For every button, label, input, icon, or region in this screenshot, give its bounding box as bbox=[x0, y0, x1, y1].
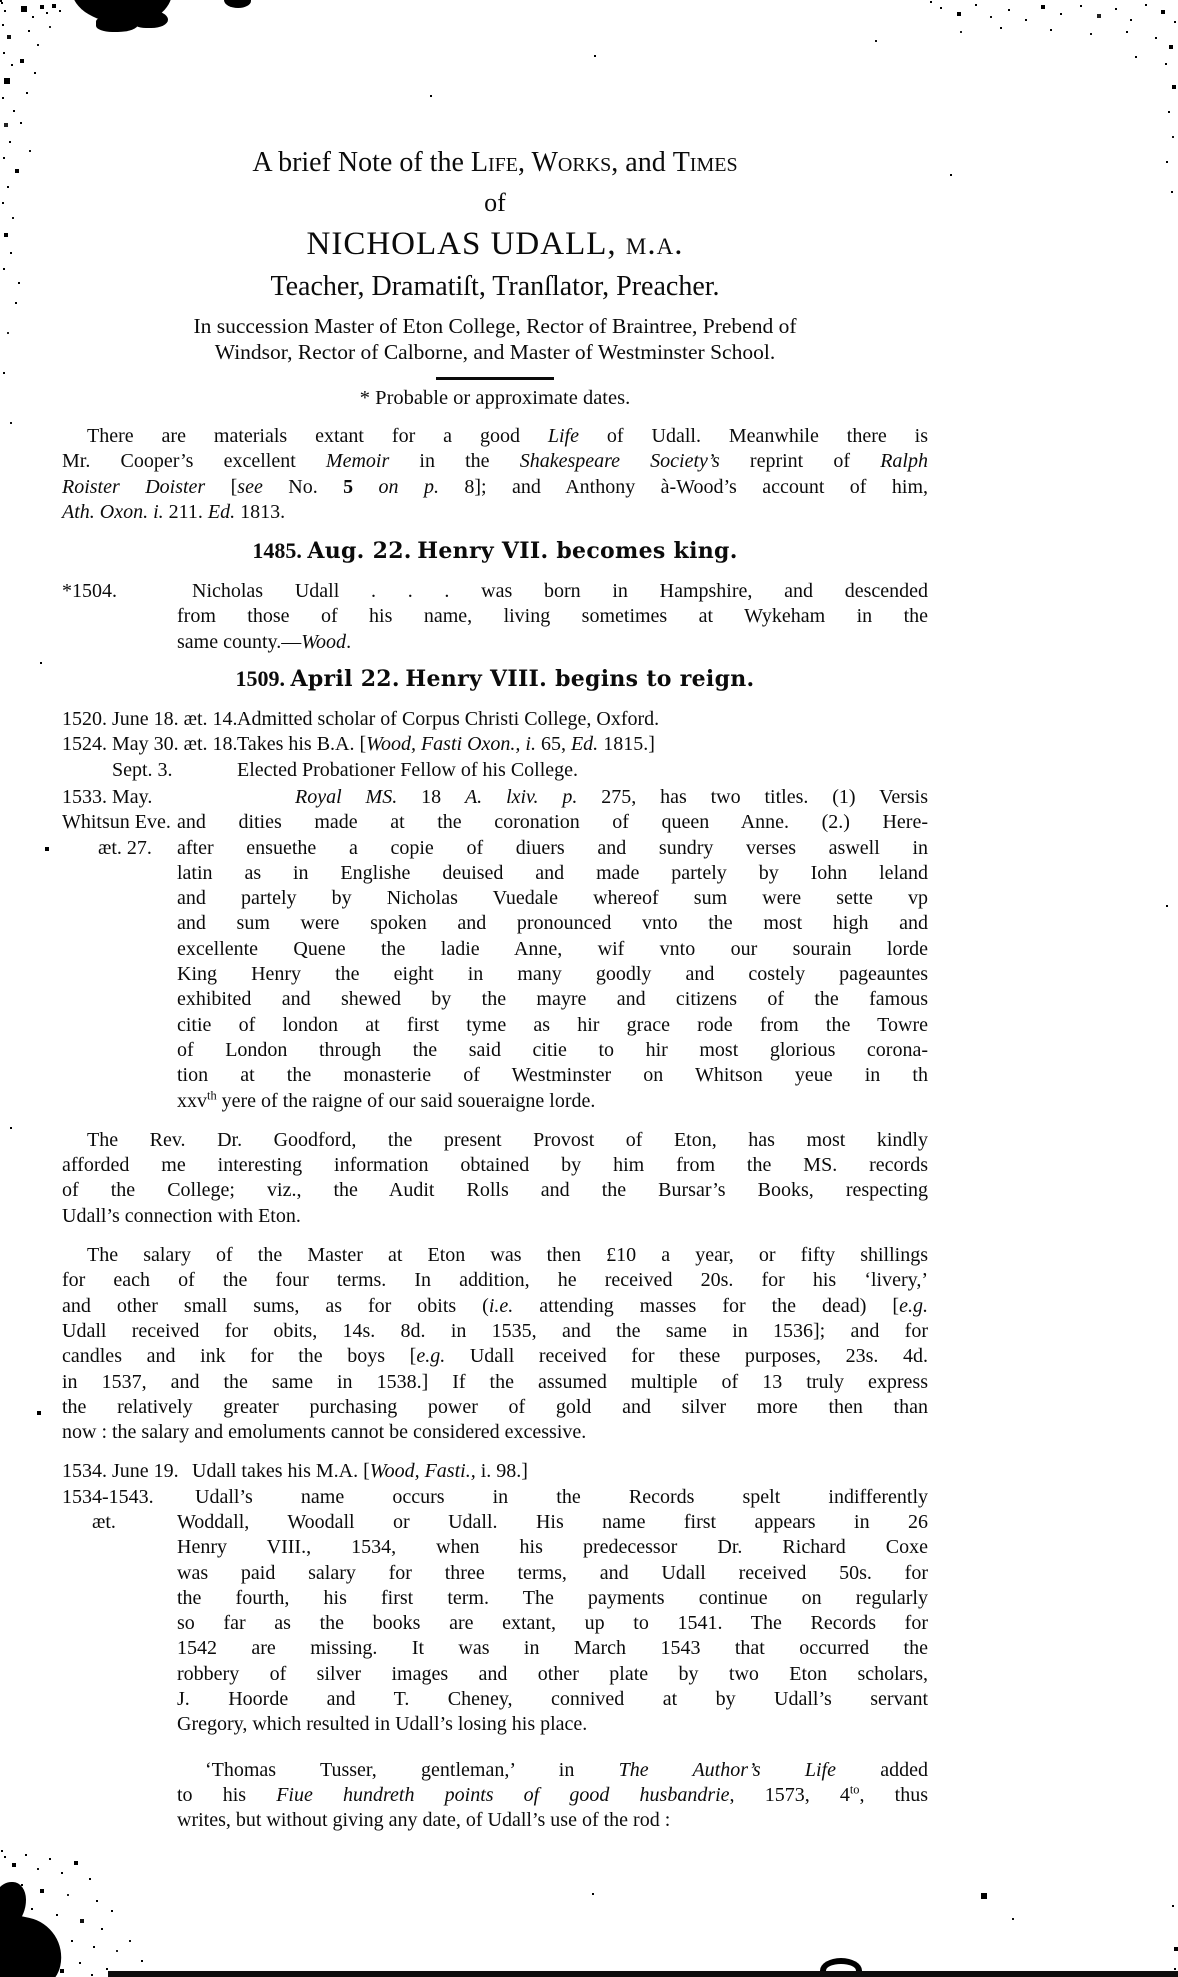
text-line: King Henry the eight in many goodly and costely pageauntes bbox=[177, 963, 928, 986]
margin-date-1504: *1504. bbox=[62, 580, 117, 603]
text-line: Udall’s connection with Eton. bbox=[62, 1204, 301, 1227]
text-line: latin as in Englishe deuised and made partely by Iohn leland bbox=[177, 861, 928, 884]
page-subtitle: Teacher, Dramatiſt, Tranſlator, Preacher. bbox=[270, 271, 720, 302]
margin-date-1533: 1533. May. bbox=[62, 785, 153, 808]
text-line: 1542 are missing. It was in March 1543 that occurred the bbox=[177, 1637, 928, 1660]
text-line: was paid salary for three terms, and Udall received 50s. for bbox=[177, 1561, 928, 1584]
margin-date-sept3: Sept. 3. bbox=[112, 758, 173, 781]
heading-1485: 1485. Aug. 22. Henry VII. becomes king. bbox=[252, 538, 738, 565]
text-line: and sum were spoken and pronounced vnto the most high and bbox=[177, 912, 928, 935]
entry-1524 bbox=[62, 732, 928, 757]
text-line: exhibited and shewed by the mayre and citizens of the famous bbox=[177, 988, 928, 1011]
text-line: and partely by Nicholas Vuedale whereof sum were sette vp bbox=[177, 887, 928, 910]
text-line: to his Fiue hundreth points of good husbandrie, 1573, $4^{to}$, thus bbox=[177, 1782, 928, 1806]
text-line: Udall’s name occurs in the Records spelt indifferently bbox=[195, 1485, 928, 1508]
margin-date-1524: 1524. May 30. æt. 18. bbox=[62, 733, 238, 756]
entry-1504-body bbox=[177, 579, 928, 655]
text-line: The salary of the Master at Eton was then £10 a year, or fifty shillings bbox=[87, 1244, 928, 1267]
text-line: Nicholas Udall . . . was born in Hampshire, and descended bbox=[192, 580, 928, 603]
scan-ink-blob-bottom-left bbox=[0, 1882, 26, 1928]
text-line: of the College; viz., the Audit Rolls and the Bursar’s Books, respecting bbox=[62, 1179, 928, 1202]
intro-paragraph bbox=[62, 424, 928, 525]
approximate-dates-note: * Probable or approximate dates. bbox=[359, 387, 631, 409]
page-title-line1: A brief Note of the Life, Works, and Times bbox=[252, 147, 738, 178]
entry-1533-body bbox=[177, 785, 928, 1114]
text-line: Mr. Cooper’s excellent Memoir in the Shakespeare Society’s reprint of Ralph bbox=[62, 450, 928, 473]
text-line: ‘Thomas Tusser, gentleman,’ in The Author’s Life added bbox=[205, 1758, 928, 1781]
text-line: Roister Doister [see No. 5 on p. 8]; and Anthony à-Wood’s account of him, bbox=[62, 475, 929, 498]
text-line: and dities made at the coronation of queen Anne. (2.) Here- bbox=[177, 811, 928, 834]
scan-speckle-top-right bbox=[930, 1, 932, 3]
entry-1534 bbox=[62, 1459, 928, 1484]
margin-date-aet: æt. bbox=[92, 1510, 116, 1533]
text-line: Windsor, Rector of Calborne, and Master of Westminster School. bbox=[214, 340, 776, 364]
entry-1524-body: Takes his B.A. [Wood, Fasti Oxon., i. 65, Ed. 1815.] bbox=[237, 733, 655, 756]
text-line: from those of his name, living sometimes at Wykeham in the bbox=[177, 605, 928, 628]
text-line: for each of the four terms. In addition, he received 20s. for his ‘livery,’ bbox=[62, 1269, 928, 1292]
text-line: In succession Master of Eton College, Rector of Braintree, Prebend of bbox=[193, 314, 797, 338]
heading-1509: 1509. April 22. Henry VIII. begins to reign. bbox=[235, 666, 755, 693]
entry-1520-body: Admitted scholar of Corpus Christi College, Oxford. bbox=[237, 708, 660, 731]
text-line: so far as the books are extant, up to 1541. The Records for bbox=[177, 1612, 928, 1635]
divider-rule bbox=[436, 377, 554, 380]
text-line: xxv$^{th}$ yere of the raigne of our said soueraigne lorde. bbox=[177, 1087, 596, 1112]
text-line: tion at the monasterie of Westminster on Whitson yeue in th bbox=[177, 1064, 928, 1087]
salary-paragraph bbox=[62, 1243, 928, 1445]
text-line: Udall received for obits, 14s. 8d. in 1535, and the same in 1536]; and for bbox=[62, 1319, 928, 1342]
page-content bbox=[62, 0, 928, 1834]
text-line: the relatively greater purchasing power of gold and silver more then than bbox=[62, 1395, 928, 1418]
text-line: now : the salary and emoluments cannot be considered excessive. bbox=[62, 1421, 587, 1444]
entry-1534-body: Udall takes his M.A. [Wood, Fasti., i. 98.] bbox=[192, 1460, 528, 1483]
entry-1504 bbox=[62, 579, 928, 655]
text-line: excellente Quene the ladie Anne, wif vnto our sourain lorde bbox=[177, 937, 928, 960]
text-line: of London through the said citie to hir most glorious corona- bbox=[177, 1038, 928, 1061]
entry-sept3-body: Elected Probationer Fellow of his College. bbox=[237, 758, 579, 781]
text-line: Ath. Oxon. i. 211. Ed. 1813. bbox=[62, 500, 286, 523]
text-line: writes, but without giving any date, of Udall’s use of the rod : bbox=[177, 1809, 671, 1832]
text-line: and other small sums, as for obits (i.e. attending masses for the dead) [e.g. bbox=[62, 1294, 928, 1317]
margin-date-1534: 1534. June 19. bbox=[62, 1460, 179, 1483]
scan-bottom-edge bbox=[108, 1971, 1178, 1977]
entry-1520 bbox=[62, 707, 928, 732]
margin-date-1534-1543: 1534-1543. bbox=[62, 1485, 154, 1508]
text-line: after ensuethe a copie of diuers and sundry verses aswell in bbox=[177, 836, 928, 859]
text-line: Henry VIII., 1534, when his predecessor Dr. Richard Coxe bbox=[177, 1536, 928, 1559]
text-line: citie of london at first tyme as hir grace rode from the Towre bbox=[177, 1013, 928, 1036]
page-title-of: of bbox=[484, 188, 506, 217]
text-line: J. Hoorde and T. Cheney, connived at by Udall’s servant bbox=[177, 1688, 928, 1711]
text-line: same county.—Wood. bbox=[177, 630, 352, 653]
text-line: afforded me interesting information obtained by him from the MS. records bbox=[62, 1154, 928, 1177]
scan-arc-mark bbox=[820, 1958, 862, 1977]
scan-speckle-margins bbox=[0, 0, 2, 2]
margin-date-whitsun-eve: Whitsun Eve. bbox=[62, 810, 171, 833]
scan-speckle-top-left bbox=[1, 2, 3, 4]
text-line: The Rev. Dr. Goodford, the present Provost of Eton, has most kindly bbox=[87, 1128, 928, 1151]
text-line: Gregory, which resulted in Udall’s losing his place. bbox=[177, 1713, 588, 1736]
margin-date-1520: 1520. June 18. æt. 14. bbox=[62, 708, 238, 731]
entry-1534-1543-body bbox=[177, 1485, 928, 1738]
scan-speckle-bottom-left bbox=[1, 1850, 3, 1852]
goodford-paragraph bbox=[62, 1128, 928, 1229]
succession-note bbox=[62, 313, 928, 365]
text-line: There are materials extant for a good Life of Udall. Meanwhile there is bbox=[87, 425, 928, 447]
text-line: Royal MS. 18 A. lxiv. p. 275, has two titles. (1) Versis bbox=[295, 785, 928, 808]
text-line: Woddall, Woodall or Udall. His name first appears in 26 bbox=[177, 1510, 928, 1533]
tusser-paragraph bbox=[177, 1758, 928, 1834]
page-title-name: NICHOLAS UDALL, m.a. bbox=[306, 226, 684, 262]
entry-1534-1543 bbox=[62, 1485, 928, 1738]
text-line: robbery of silver images and other plate by two Eton scholars, bbox=[177, 1662, 928, 1685]
entry-sept3 bbox=[62, 758, 928, 783]
scan-ink-blob-bottom-left bbox=[0, 1911, 69, 1977]
text-line: the fourth, his first term. The payments continue on regularly bbox=[177, 1586, 928, 1609]
entry-1533 bbox=[62, 785, 928, 1114]
text-line: in 1537, and the same in 1538.] If the assumed multiple of 13 truly express bbox=[62, 1370, 928, 1393]
margin-date-aet27: æt. 27. bbox=[98, 836, 152, 859]
text-line: candles and ink for the boys [e.g. Udall received for these purposes, 23s. 4d. bbox=[62, 1345, 928, 1368]
